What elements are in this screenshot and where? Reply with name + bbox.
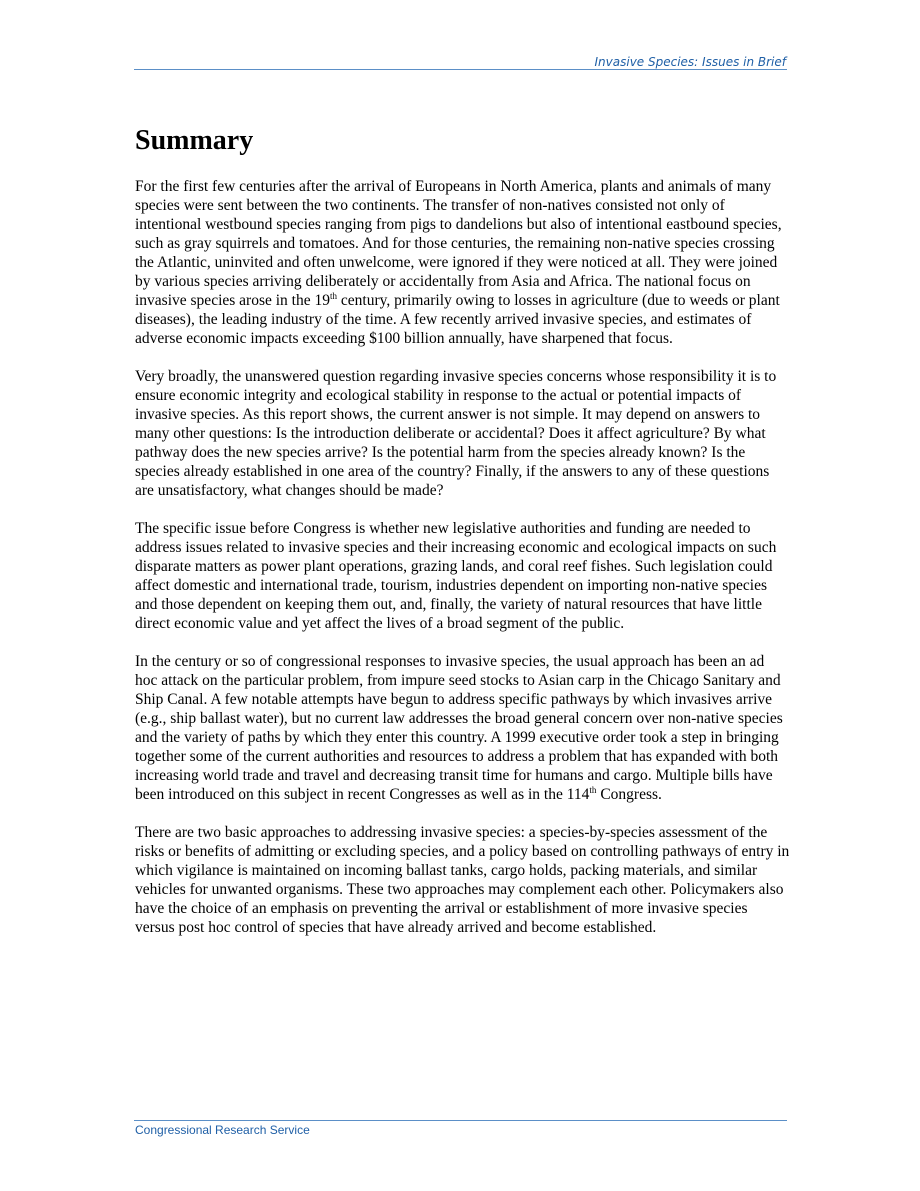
- summary-paragraph-3: The specific issue before Congress is whether new legislative authorities and funding are needed to address issues related to invasive species and their increasing economic and ecological impacts on such disparate matters as power plant operations, grazing lands, and coral reef fishes. Such legislation could affect domestic and international trade, tourism, industries dependent on importing non-native species and those dependent on keeping them out, and, finally, the variety of natural resources that have little direct economic value and yet affect the lives of a broad segment of the public.: [135, 520, 777, 632]
- summary-paragraph-4: [135, 652, 790, 804]
- summary-body: [135, 177, 790, 956]
- summary-paragraph-2: Very broadly, the unanswered question regarding invasive species concerns whose responsibility it is to ensure economic integrity and ecological stability in response to the actual or potential impacts of invasive species. As this report shows, the current answer is not simple. It may depend on answers to many other questions: Is the introduction deliberate or accidental? Does it affect agriculture? By what pathway does the new species arrive? Is the potential harm from the species already known? Is the species already established in one area of the country? Finally, if the answers to any of these questions are unsatisfactory, what changes should be made?: [135, 368, 777, 499]
- paragraph-1-text-continued: century, primarily owing to losses in agriculture (due to weeds or plant diseases), the leading industry of the time. A few recently arrived invasive species, and estimates of adverse economic impacts exceeding $100 billion annually, have sharpened that focus.: [135, 292, 780, 347]
- paragraph-4-text: In the century or so of congressional responses to invasive species, the usual approach has been an ad hoc attack on the particular problem, from impure seed stocks to Asian carp in the Chicago Sanitary and Ship Canal. A few notable attempts have begun to address specific pathways by which invasives arrive (e.g., ship ballast water), but no current law addresses the broad general concern over non-native species and the variety of paths by which they enter this country. A 1999 executive order took a step in bringing together some of the current authorities and resources to address a problem that has expanded with both increasing world trade and travel and decreasing transit time for humans and cargo. Multiple bills have been introduced on this subject in recent Congresses as well as in the 114: [135, 653, 783, 803]
- paragraph-4-text-continued: Congress.: [596, 786, 662, 803]
- ordinal-superscript: th: [329, 291, 337, 301]
- section-heading: Summary: [135, 125, 254, 156]
- ordinal-superscript: th: [589, 785, 597, 795]
- running-header: Invasive Species: Issues in Brief: [594, 55, 786, 69]
- header-divider: [134, 69, 787, 70]
- paragraph-1-text: For the first few centuries after the arrival of Europeans in North America, plants and animals of many species were sent between the two continents. The transfer of non-natives consisted not only of intentional westbound species ranging from pigs to dandelions but also of intentional eastbound species, such as gray squirrels and tomatoes. And for those centuries, the remaining non-native species crossing the Atlantic, uninvited and often unwelcome, were ignored if they were noticed at all. They were joined by various species arriving deliberately or accidentally from Asia and Africa. The national focus on invasive species arose in the 19: [135, 178, 782, 309]
- footer-divider: [134, 1120, 787, 1121]
- summary-paragraph-1: [135, 177, 790, 348]
- summary-paragraph-5: There are two basic approaches to addressing invasive species: a species-by-species assessment of the risks or benefits of admitting or excluding species, and a policy based on controlling pathways of entry in which vigilance is maintained on incoming ballast tanks, cargo holds, packing materials, and similar vehicles for unwanted organisms. These two approaches may complement each other. Policymakers also have the choice of an emphasis on preventing the arrival or establishment of more invasive species versus post hoc control of species that have already arrived and become established.: [135, 824, 790, 936]
- footer-publisher: Congressional Research Service: [135, 1123, 310, 1137]
